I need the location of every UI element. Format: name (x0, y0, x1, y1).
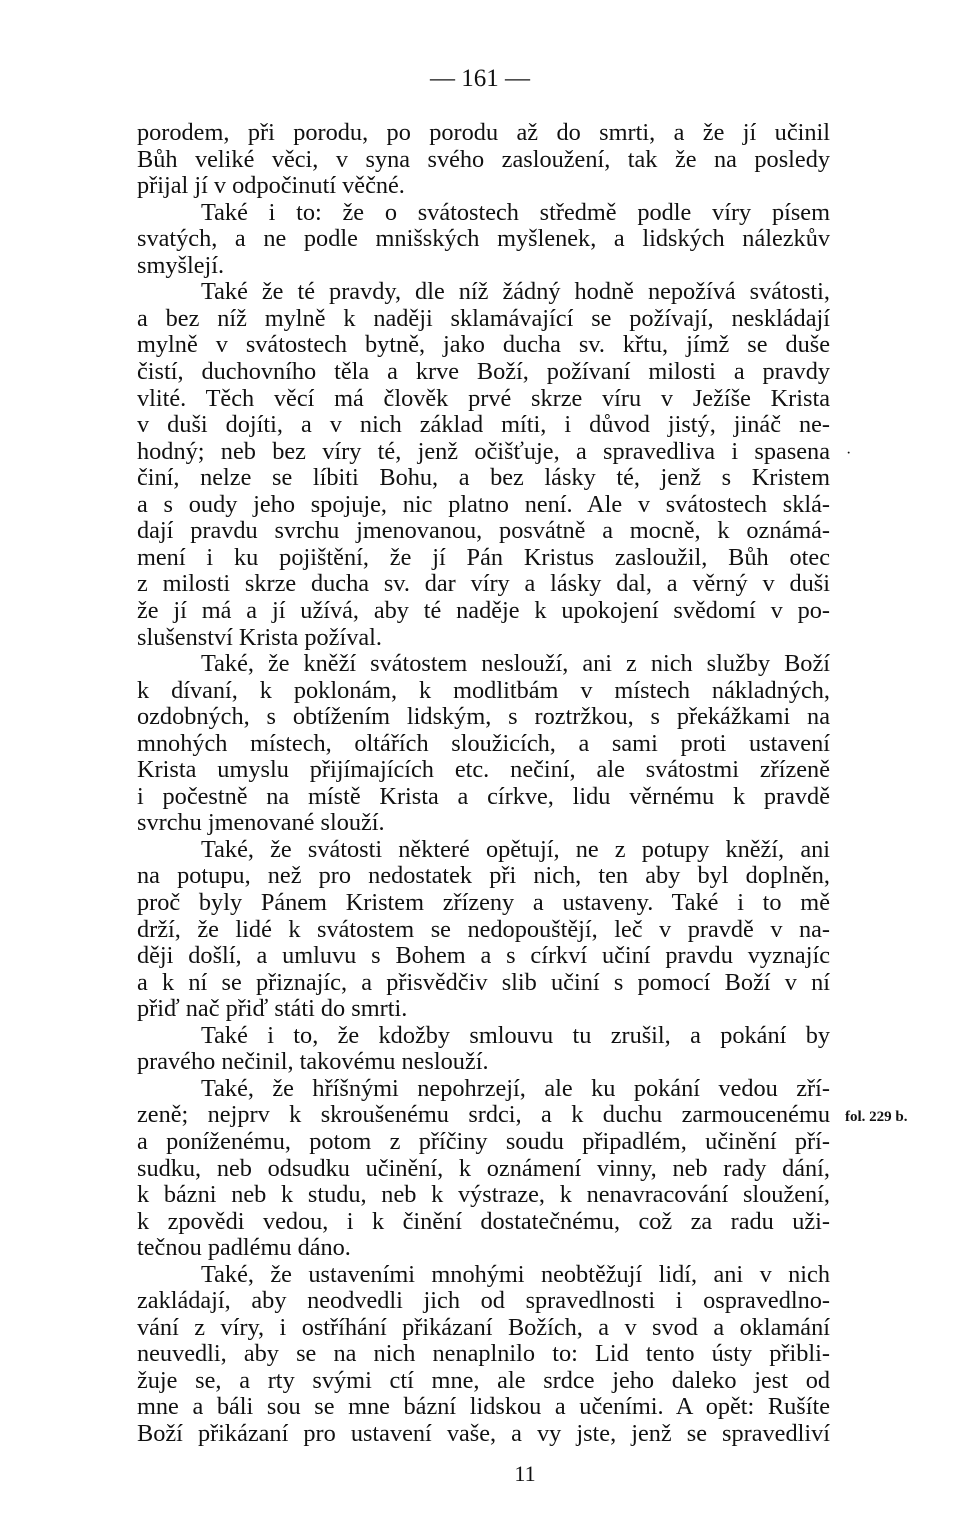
text-line: k zpovědi vedou, i k činění dostatečnému, což za radu uži- (137, 1207, 830, 1235)
text-line: dají pravdu svrchu jmenovanou, posvátně a mocně, k oznámá- (137, 517, 830, 545)
text-line: vání z víry, i ostříhání přikázaní Božích, a v svod a oklamání (137, 1313, 830, 1341)
text-line: k dívaní, k poklonám, k modlitbám v místech nákladných, (137, 676, 830, 704)
text-line: zakládají, aby neodvedli jich od spravedlnosti i ospravedlno- (137, 1287, 830, 1315)
signature-mark: 11 (514, 1461, 536, 1486)
text-line: slušenství Krista požíval. (137, 623, 382, 651)
text-line: a bez níž mylně k naději sklamávající se požívají, neskládají (137, 304, 830, 332)
text-line: mnohých místech, oltářích sloužicích, a sami proti ustavení (137, 729, 830, 757)
margin-note-folio: fol. 229 b. (845, 1109, 908, 1125)
text-line: mne a báli sou se mne bázní lidskou a učeními. A opět: Rušíte (137, 1393, 830, 1421)
text-line: svatých, a ne podle mnišských myšlenek, a lidských nálezkův (137, 225, 830, 253)
text-line: Také, že hříšnými nepohrzejí, ale ku pokání vedou zří- (201, 1074, 830, 1102)
text-line: pravého nečinil, takovému neslouží. (137, 1048, 489, 1076)
stray-mark: · (846, 445, 852, 462)
text-line: činí, nelze se líbiti Bohu, a bez lásky té, jenž s Kristem (137, 464, 830, 492)
text-line: Také, že kněží svátostem neslouží, ani z nich služby Boží (201, 650, 830, 677)
text-line: přijal jí v odpočinutí věčné. (137, 172, 405, 200)
text-line: a poníženému, potom z příčiny soudu připadlém, učinění pří- (137, 1127, 830, 1155)
text-line: proč byly Pánem Kristem zřízeny a ustaveny. Také i to mě (137, 889, 830, 916)
text-line: mylně v svátostech bytně, jako ducha sv. křtu, jímž se duše (137, 331, 830, 359)
text-line: zeně; nejprv k skroušenému srdci, a k duchu zarmoucenému (137, 1101, 830, 1129)
text-line: k bázni neb k studu, neb k výstraze, k nenavracování sloužení, (137, 1181, 830, 1208)
text-line: Také, že ustaveními mnohými neobtěžují lidí, ani v nich (201, 1260, 830, 1288)
text-line: hodný; neb bez víry té, jenž očišťuje, a spravedliva i spasena (137, 437, 830, 465)
text-line: Bůh veliké věci, v syna svého zasloužení, tak že na posledy (137, 145, 830, 173)
text-line: ději došlí, a umluvu s Bohem a s církví učiní pravdu vyznajíc (137, 942, 830, 970)
text-line: přiď nač přiď státi do smrti. (137, 995, 408, 1023)
text-line: mení i ku pojištění, že jí Pán Kristus zasloužil, Bůh otec (137, 543, 830, 571)
text-line: že jí má a jí užívá, aby té naděje k upokojení svědomí v po- (137, 596, 830, 624)
text-line: Také i to, že kdožby smlouvu tu zrušil, a pokání by (201, 1021, 830, 1049)
text-line: neuvedli, aby se na nich nenaplnilo to: Lid tento ústy přibli- (137, 1340, 830, 1368)
text-line: Také i to: že o svátostech středmě podle víry písem (201, 198, 830, 226)
text-line: i počestně na místě Krista a církve, lidu věrnému k pravdě (137, 782, 830, 810)
text-line: sudku, neb odsudku učinění, k oznámení vinny, neb rady dání, (137, 1154, 830, 1182)
page-number: — 161 — (430, 65, 530, 92)
text-line: svrchu jmenované slouží. (137, 809, 385, 837)
text-line: čistí, duchovního těla a krve Boží, požívaní milosti a pravdy (137, 358, 830, 385)
text-line: a s oudy jeho spojuje, nic platno není. Ale v svátostech sklá- (137, 490, 830, 518)
text-line: Krista umyslu přijímajících etc. nečiní, ale svátostmi zřízeně (137, 756, 830, 784)
text-line: ozdobných, s obtížením lidským, s roztržkou, s překážkami na (137, 703, 830, 731)
text-line: smyšlejí. (137, 251, 225, 279)
text-line: na potupu, než pro nedostatek při nich, ten aby byl doplněn, (137, 862, 830, 890)
text-line: porodem, při porodu, po porodu až do smrti, a že jí učinil (137, 119, 830, 146)
text-line: v duši dojíti, a v nich základ míti, i důvod jistý, jináč ne- (137, 411, 830, 439)
text-line: tečnou padlému dáno. (137, 1234, 351, 1262)
text-line: drží, že lidé k svátostem se nedopouštějí, leč v pravdě v na- (137, 915, 830, 943)
text-line: vlité. Těch věcí má člověk prvé skrze víru v Ježíše Krista (137, 384, 830, 412)
text-line: z milosti skrze ducha sv. dar víry a lásky dal, a věrný v duši (137, 570, 830, 598)
text-line: Také, že svátosti některé opětují, ne z potupy kněží, ani (201, 835, 830, 863)
text-line: a k ní se přiznajíc, a přisvědčiv slib učiní s pomocí Boží v ní (137, 968, 830, 996)
text-line: Také že té pravdy, dle níž žádný hodně nepožívá svátosti, (201, 278, 830, 306)
text-line: Boží přikázaní pro ustavení vaše, a vy jste, jenž se spravedliví (137, 1420, 830, 1447)
text-line: žuje se, a rty svými ctí mne, ale srdce jeho daleko jest od (137, 1366, 830, 1394)
